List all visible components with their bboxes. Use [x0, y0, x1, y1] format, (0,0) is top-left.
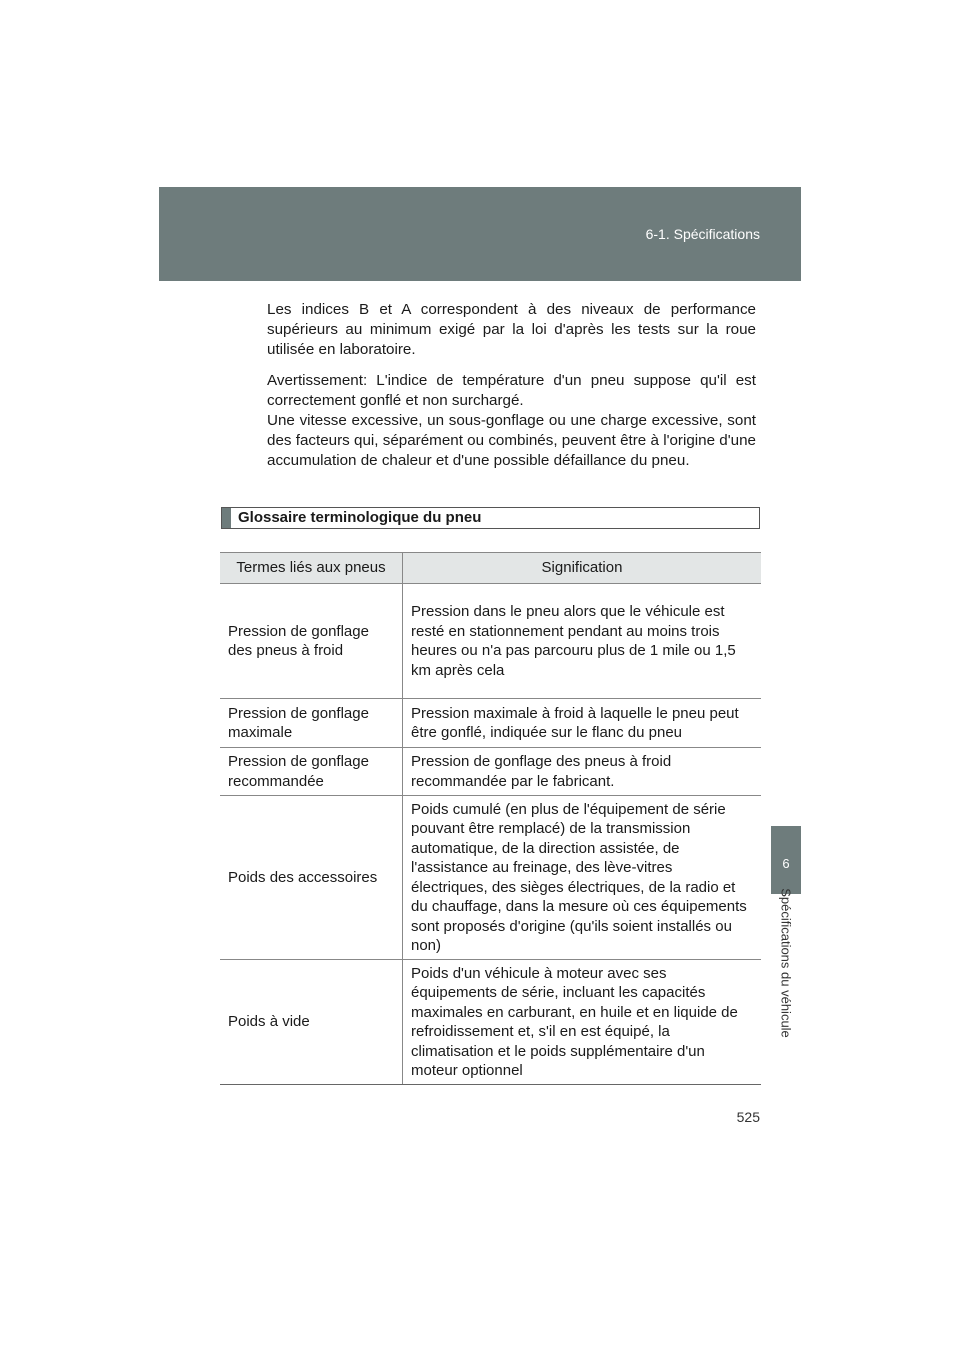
- table-row: [220, 960, 761, 1085]
- column-header-meaning: Signification: [403, 553, 762, 584]
- chapter-label: Spécifications du véhicule: [778, 888, 794, 1038]
- term-cell: Poids des accessoires: [220, 796, 403, 960]
- section-title: 6-1. Spécifications: [645, 226, 760, 242]
- term-cell: Pression de gonflage recommandée: [220, 748, 403, 796]
- table-row: [220, 796, 761, 960]
- paragraph-causes: Une vitesse excessive, un sous-gonflage ou une charge excessive, sont des facteurs qui, séparément ou combinés, peuvent être à l'origine d'une accumulation de chaleur et d'une possible défaillance du pneu.: [267, 412, 756, 469]
- header-band: [159, 187, 801, 281]
- table-row: [220, 584, 761, 699]
- chapter-tab: [771, 826, 801, 894]
- glossary-table: [220, 552, 761, 1085]
- paragraph-warning: Avertissement: L'indice de température d'un pneu suppose qu'il est correctement gonflé et non surchargé.: [267, 372, 756, 409]
- meaning-cell: Pression de gonflage des pneus à froid recommandée par le fabricant.: [403, 748, 762, 796]
- meaning-cell: Poids cumulé (en plus de l'équipement de série pouvant être remplacé) de la transmission automatique, de la direction assistée, de l'assistance au freinage, des lève-vitres électriques, des sièges électriques, de la radio et du chauffage, dans la mesure où ces équipements sont proposés d'origine (qu'ils soient installés ou non): [403, 796, 762, 960]
- table-row: [220, 699, 761, 748]
- heading-accent-bar: [222, 508, 231, 528]
- table-header-row: [220, 553, 761, 584]
- paragraph-indices: Les indices B et A correspondent à des niveaux de performance supérieurs au minimum exigé par la loi d'après les tests sur la roue utilisée en laboratoire.: [267, 301, 756, 358]
- section-heading: [221, 507, 760, 529]
- meaning-cell: Poids d'un véhicule à moteur avec ses équipements de série, incluant les capacités maximales en carburant, en huile et en liquide de refroidissement et, s'il en est équipé, la climatisation et le poids supplémentaire d'un moteur optionnel: [403, 960, 762, 1085]
- column-header-term: Termes liés aux pneus: [220, 553, 403, 584]
- section-heading-label: Glossaire terminologique du pneu: [238, 509, 482, 526]
- chapter-number: 6: [782, 856, 790, 871]
- page-number: 525: [736, 1109, 760, 1125]
- body-text: [267, 300, 756, 482]
- term-cell: Poids à vide: [220, 960, 403, 1085]
- meaning-cell: Pression dans le pneu alors que le véhicule est resté en stationnement pendant au moins trois heures ou n'a pas parcouru plus de 1 mile ou 1,5 km après cela: [403, 584, 762, 699]
- meaning-cell: Pression maximale à froid à laquelle le pneu peut être gonflé, indiquée sur le flanc du pneu: [403, 699, 762, 748]
- table-row: [220, 748, 761, 796]
- term-cell: Pression de gonflage maximale: [220, 699, 403, 748]
- term-cell: Pression de gonflage des pneus à froid: [220, 584, 403, 699]
